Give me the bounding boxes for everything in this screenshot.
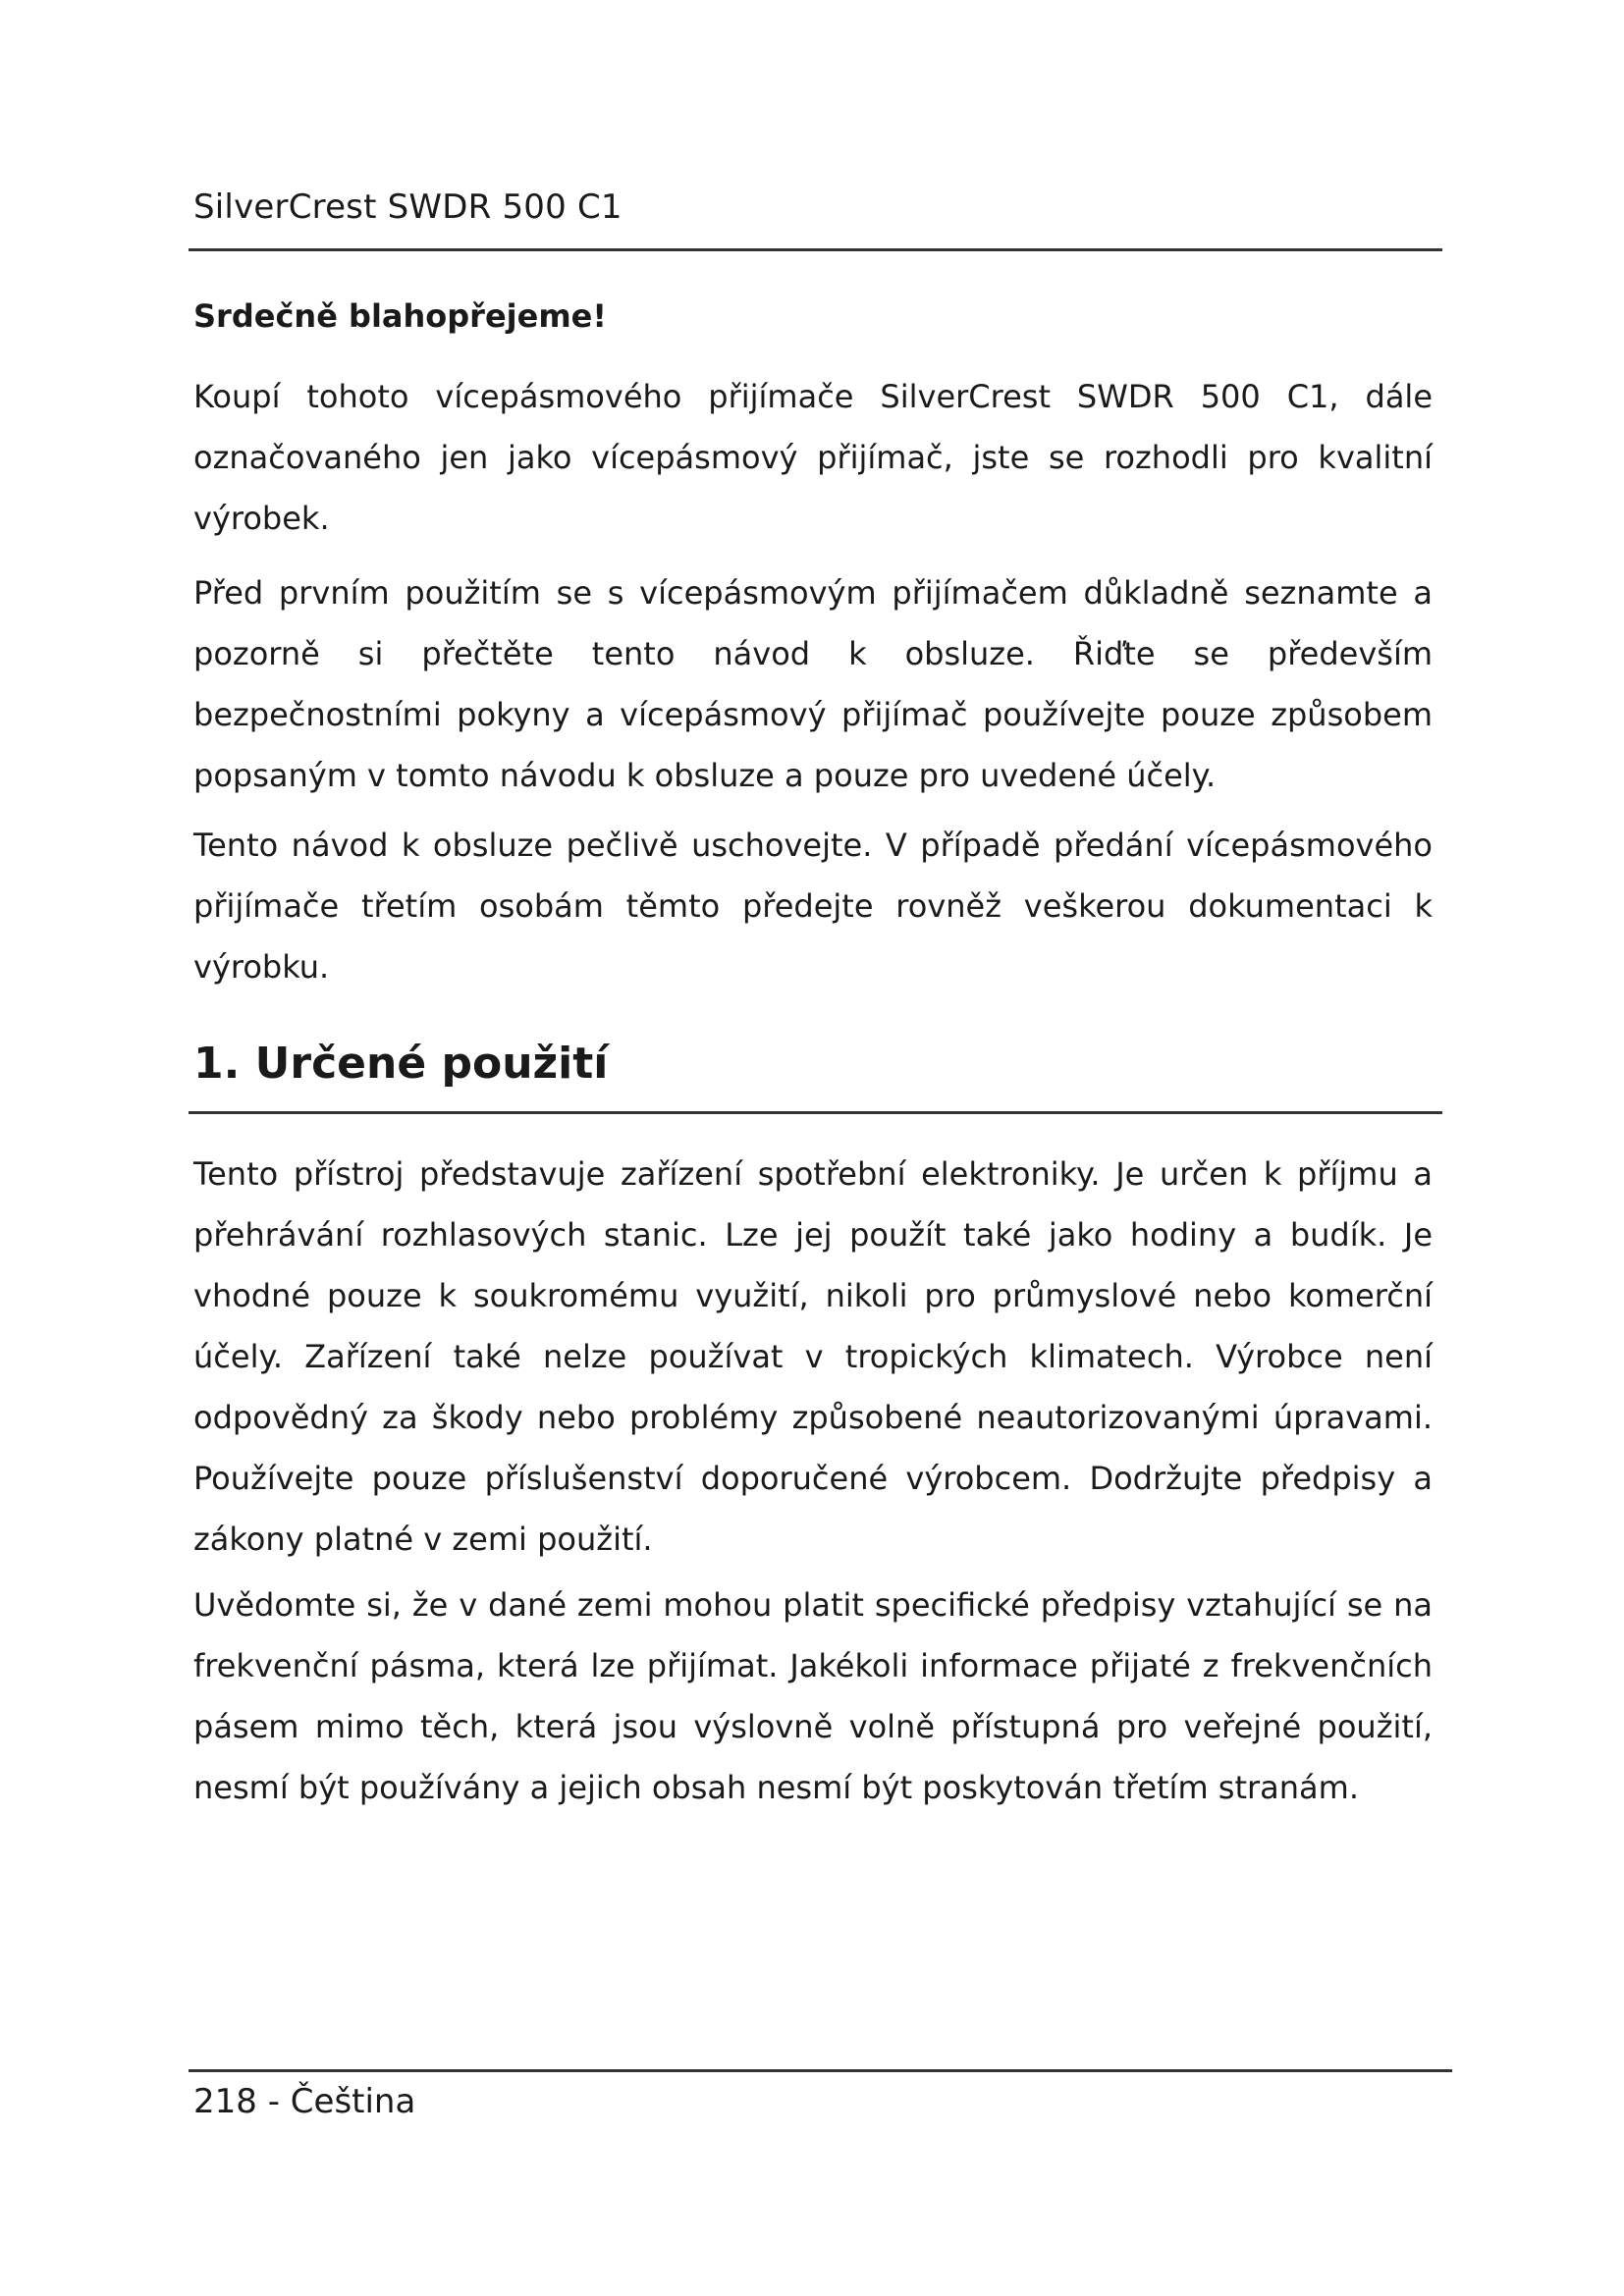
header-divider — [189, 248, 1442, 251]
page-footer: 218 - Čeština — [193, 2082, 416, 2121]
section-paragraph-2: Uvědomte si, že v dané zemi mohou platit specifické předpisy vztahující se na frekvenční pásma, která lze přijímat. Jakékoli informace přijaté z frekvenčních pásem mimo těch, která jsou výslovně volně přístupná pro veřejné použití, nesmí být používány a jejich obsah nesmí být poskytován třetím stranám. — [193, 1586, 1433, 1806]
intro-paragraph-1: Koupí tohoto vícepásmového přijímače SilverCrest SWDR 500 C1, dále označovaného jen jako vícepásmový přijímač, jste se rozhodli pro kvalitní výrobek. — [193, 378, 1433, 537]
footer-divider — [189, 2069, 1452, 2072]
running-header: SilverCrest SWDR 500 C1 — [193, 187, 623, 227]
intro-heading: Srdečně blahopřejeme! — [193, 297, 607, 335]
section-paragraph-1: Tento přístroj představuje zařízení spotřební elektroniky. Je určen k příjmu a přehrávání rozhlasových stanic. Lze jej použít také jako hodiny a budík. Je vhodné pouze k soukromému využití, nikoli pro průmyslové nebo komerční účely. Zařízení také nelze používat v tropických klimatech. Výrobce není odpovědný za škody nebo problémy způsobené neautorizovanými úpravami. Používejte pouze příslušenství doporučené výrobcem. Dodržujte předpisy a zákony platné v zemi použití. — [193, 1155, 1433, 1558]
section-heading: 1. Určené použití — [193, 1039, 609, 1089]
section-divider — [189, 1111, 1442, 1114]
intro-paragraph-3: Tento návod k obsluze pečlivě uschovejte. V případě předání vícepásmového přijímače třetím osobám těmto předejte rovněž veškerou dokumentaci k výrobku. — [193, 827, 1433, 986]
intro-paragraph-2: Před prvním použitím se s vícepásmovým přijímačem důkladně seznamte a pozorně si přečtěte tento návod k obsluze. Řiďte se především bezpečnostními pokyny a vícepásmový přijímač používejte pouze způsobem popsaným v tomto návodu k obsluze a pouze pro uvedené účely. — [193, 574, 1433, 794]
